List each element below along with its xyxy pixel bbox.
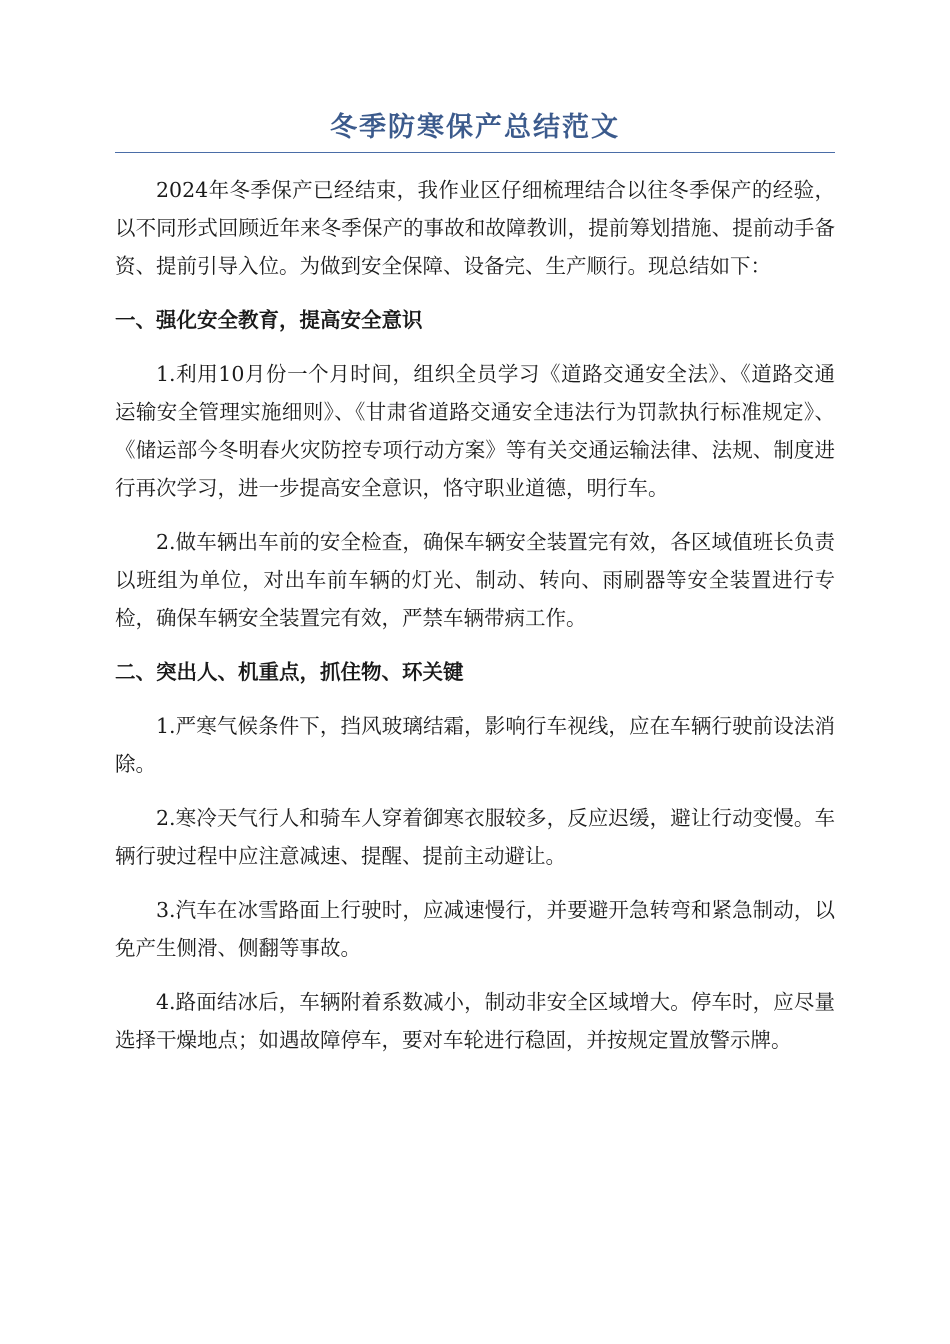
section-1-paragraph-1: 1.利用10月份一个月时间，组织全员学习《道路交通安全法》、《道路交通运输安全管理实施细则》、《甘肃省道路交通安全违法行为罚款执行标准规定》、《储运部今冬明春火灾防控专项行动方案》等有关交通运输法律、法规、制度进行再次学习，进一步提高安全意识，恪守职业道德，明行车。 <box>115 362 835 500</box>
document-title: 冬季防寒保产总结范文 <box>330 112 620 143</box>
title-underline <box>115 152 835 153</box>
document-page <box>115 108 835 1059</box>
section-2-heading: 二、突出人、机重点，抓住物、环关键 <box>115 660 464 684</box>
intro-paragraph: 2024年冬季保产已经结束，我作业区仔细梳理结合以往冬季保产的经验，以不同形式回顾近年来冬季保产的事故和故障教训，提前筹划措施、提前动手备资、提前引导入位。为做到安全保障、设备完、生产顺行。现总结如下： <box>115 178 835 278</box>
section-2-paragraph-1: 1.严寒气候条件下，挡风玻璃结霜，影响行车视线，应在车辆行驶前设法消除。 <box>115 714 835 776</box>
section-2-paragraph-4: 4.路面结冰后，车辆附着系数减小，制动非安全区域增大。停车时，应尽量选择干燥地点；如遇故障停车，要对车轮进行稳固，并按规定置放警示牌。 <box>115 990 835 1052</box>
section-1-heading: 一、强化安全教育，提高安全意识 <box>115 308 423 332</box>
section-2-paragraph-2: 2.寒冷天气行人和骑车人穿着御寒衣服较多，反应迟缓，避让行动变慢。车辆行驶过程中应注意减速、提醒、提前主动避让。 <box>115 806 835 868</box>
section-2-paragraph-3: 3.汽车在冰雪路面上行驶时，应减速慢行，并要避开急转弯和紧急制动，以免产生侧滑、侧翻等事故。 <box>115 898 835 960</box>
section-1-paragraph-2: 2.做车辆出车前的安全检查，确保车辆安全装置完有效，各区域值班长负责以班组为单位，对出车前车辆的灯光、制动、转向、雨刷器等安全装置进行专检，确保车辆安全装置完有效，严禁车辆带病工作。 <box>115 530 835 630</box>
